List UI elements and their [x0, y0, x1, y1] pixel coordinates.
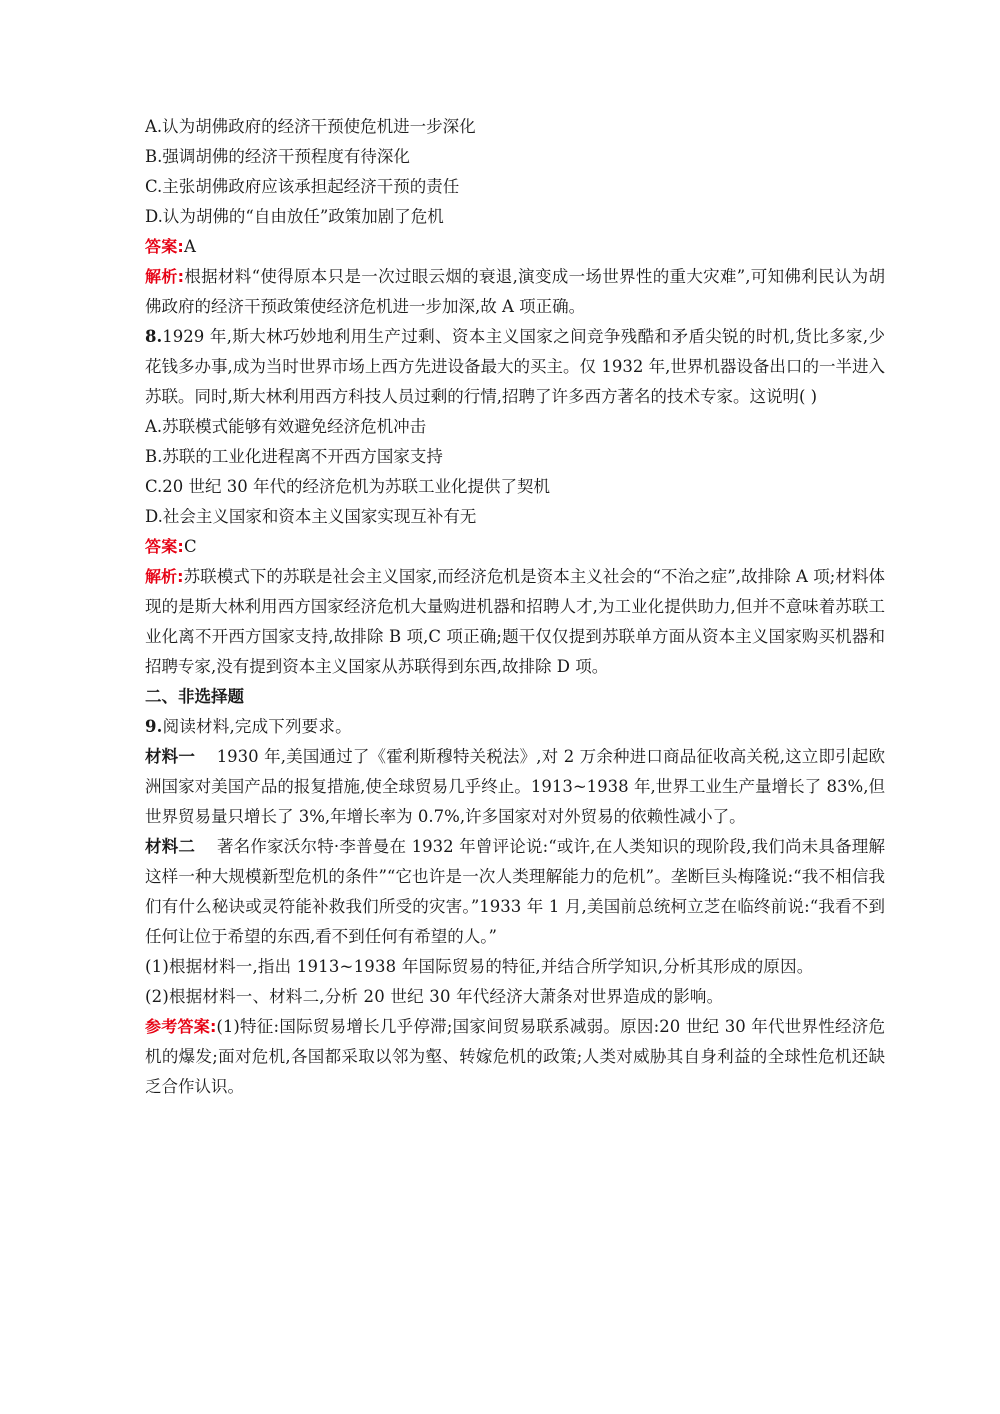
- material-one-text: 1930 年,美国通过了《霍利斯穆特关税法》,对 2 万余种进口商品征收高关税,这立即引起欧洲国家对美国产品的报复措施,使全球贸易几乎终止。1913~1938 年,世界工业生产量增长了 83%,但世界贸易量只增长了 3%,年增长率为 0.7%,许多国家对对外贸易的依赖性减小了。: [145, 747, 885, 826]
- q7-option-c: C.主张胡佛政府应该承担起经济干预的责任: [145, 177, 460, 196]
- q9-number: 9.: [145, 717, 163, 736]
- q9-reference-answer-text: (1)特征:国际贸易增长几乎停滞;国家间贸易联系减弱。原因:20 世纪 30 年代世界性经济危机的爆发;面对危机,各国都采取以邻为壑、转嫁危机的政策;人类对威胁其自身利益的全球性危机还缺乏合作认识。: [145, 1017, 885, 1096]
- q7-analysis-label: 解析:: [145, 267, 185, 286]
- page-content: [145, 112, 885, 1102]
- q7-option-d: D.认为胡佛的“自由放任”政策加剧了危机: [145, 207, 444, 226]
- q7-answer-row: [145, 232, 885, 262]
- q8-stem-text: 1929 年,斯大林巧妙地利用生产过剩、资本主义国家之间竞争残酷和矛盾尖锐的时机,货比多家,少花钱多办事,成为当时世界市场上西方先进设备最大的买主。仅 1932 年,世界机器设备出口的一半进入苏联。同时,斯大林利用西方科技人员过剩的行情,招聘了许多西方著名的技术专家。这说明( ): [145, 327, 885, 406]
- material-two-row: [145, 832, 885, 952]
- material-two-text: 著名作家沃尔特·李普曼在 1932 年曾评论说:“或许,在人类知识的现阶段,我们尚未具备理解这样一种大规模新型危机的条件”“它也许是一次人类理解能力的危机”。垄断巨头梅隆说:“我不相信我们有什么秘诀或灵符能补救我们所受的灾害。”1933 年 1 月,美国前总统柯立芝在临终前说:“我看不到任何让位于希望的东西,看不到任何有希望的人。”: [145, 837, 886, 946]
- q9-reference-answer-row: [145, 1012, 885, 1102]
- q7-option-a: A.认为胡佛政府的经济干预使危机进一步深化: [145, 117, 476, 136]
- q8-answer-value: C: [184, 537, 197, 556]
- material-two-label: 材料二: [145, 837, 196, 856]
- q8-analysis-row: [145, 562, 885, 682]
- q8-analysis-text: 苏联模式下的苏联是社会主义国家,而经济危机是资本主义社会的“不治之症”,故排除 A 项;材料体现的是斯大林利用西方国家经济危机大量购进机器和招聘人才,为工业化提供助力,但并不意味着苏联工业化离不开西方国家支持,故排除 B 项,C 项正确;题干仅仅提到苏联单方面从资本主义国家购买机器和招聘专家,没有提到资本主义国家从苏联得到东西,故排除 D 项。: [145, 567, 886, 676]
- q8-answer-label: 答案:: [145, 537, 184, 556]
- q9-sub-question-1: (1)根据材料一,指出 1913~1938 年国际贸易的特征,并结合所学知识,分析其形成的原因。: [145, 957, 814, 976]
- q8-option-d: D.社会主义国家和资本主义国家实现互补有无: [145, 507, 477, 526]
- q8-option-b: B.苏联的工业化进程离不开西方国家支持: [145, 447, 443, 466]
- q9-prompt-text: 阅读材料,完成下列要求。: [162, 717, 352, 736]
- material-one-label: 材料一: [145, 747, 196, 766]
- q8-stem-row: [145, 322, 885, 412]
- q9-sub-question-2: (2)根据材料一、材料二,分析 20 世纪 30 年代经济大萧条对世界造成的影响。: [145, 987, 724, 1006]
- q9-prompt-row: [145, 712, 885, 742]
- q7-analysis-row: [145, 262, 885, 322]
- q8-option-a: A.苏联模式能够有效避免经济危机冲击: [145, 417, 427, 436]
- q7-answer-label: 答案:: [145, 237, 184, 256]
- q8-option-c: C.20 世纪 30 年代的经济危机为苏联工业化提供了契机: [145, 477, 551, 496]
- q7-option-b: B.强调胡佛的经济干预程度有待深化: [145, 147, 410, 166]
- q8-number: 8.: [145, 327, 163, 346]
- section-two-heading: 二、非选择题: [145, 687, 244, 706]
- material-one-row: [145, 742, 885, 832]
- q9-reference-answer-label: 参考答案:: [145, 1017, 217, 1036]
- q7-analysis-text: 根据材料“使得原本只是一次过眼云烟的衰退,演变成一场世界性的重大灾难”,可知佛利民认为胡佛政府的经济干预政策使经济危机进一步加深,故 A 项正确。: [145, 267, 885, 316]
- q8-analysis-label: 解析:: [145, 567, 184, 586]
- q8-answer-row: [145, 532, 885, 562]
- q7-answer-value: A: [184, 237, 197, 256]
